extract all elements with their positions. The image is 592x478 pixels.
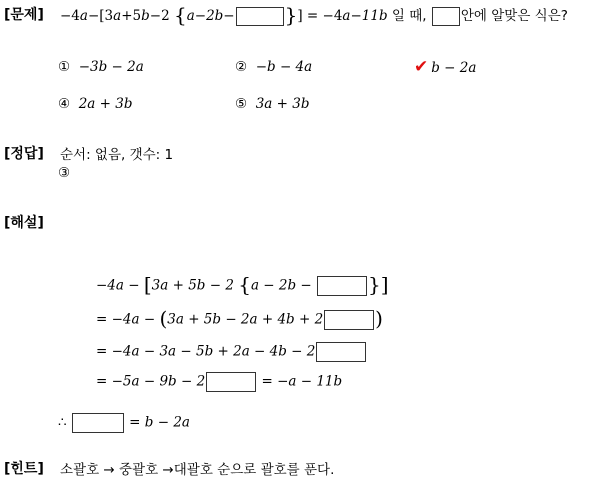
blank-box [206, 372, 256, 392]
blank-box [317, 276, 367, 296]
therefore-icon: ∴ [58, 414, 71, 431]
checkmark-icon: ✔ [414, 57, 429, 77]
choice-3[interactable]: ✔ b − 2a [414, 57, 477, 77]
answer-value: ③ [58, 165, 71, 181]
blank-box [316, 342, 366, 362]
problem-statement: −4a−[3a+5b−2 {a−2b− }] = −4a−11b 일 때, 안에 알맞은 식은? [60, 3, 568, 27]
blank-box [236, 7, 284, 26]
choice-4[interactable]: ④ 2a + 3b [58, 96, 133, 112]
problem-tag: [문제] [4, 7, 44, 23]
hint-tag: [힌트] [4, 461, 44, 477]
answer-summary: 순서: 없음, 갯수: 1 [60, 147, 174, 163]
choice-2[interactable]: ② −b − 4a [235, 59, 313, 75]
solution-line-2: = −4a − (3a + 5b − 2a + 4b + 2 ) [96, 306, 383, 331]
solution-line-1: −4a − [3a + 5b − 2 {a − 2b − }] [96, 272, 389, 297]
solution-line-4: = −5a − 9b − 2 = −a − 11b [96, 372, 342, 392]
solution-result: ∴ = b − 2a [58, 413, 190, 433]
hint-text: 소괄호 → 중괄호 →대괄호 순으로 괄호를 푼다. [60, 462, 335, 478]
answer-tag: [정답] [4, 146, 44, 162]
blank-box [324, 310, 374, 330]
solution-line-3: = −4a − 3a − 5b + 2a − 4b − 2 [96, 342, 367, 362]
solution-tag: [해설] [4, 215, 44, 231]
choice-5[interactable]: ⑤ 3a + 3b [235, 96, 310, 112]
blank-box [432, 7, 460, 26]
choice-1[interactable]: ① −3b − 2a [58, 59, 144, 75]
blank-box [72, 413, 124, 433]
